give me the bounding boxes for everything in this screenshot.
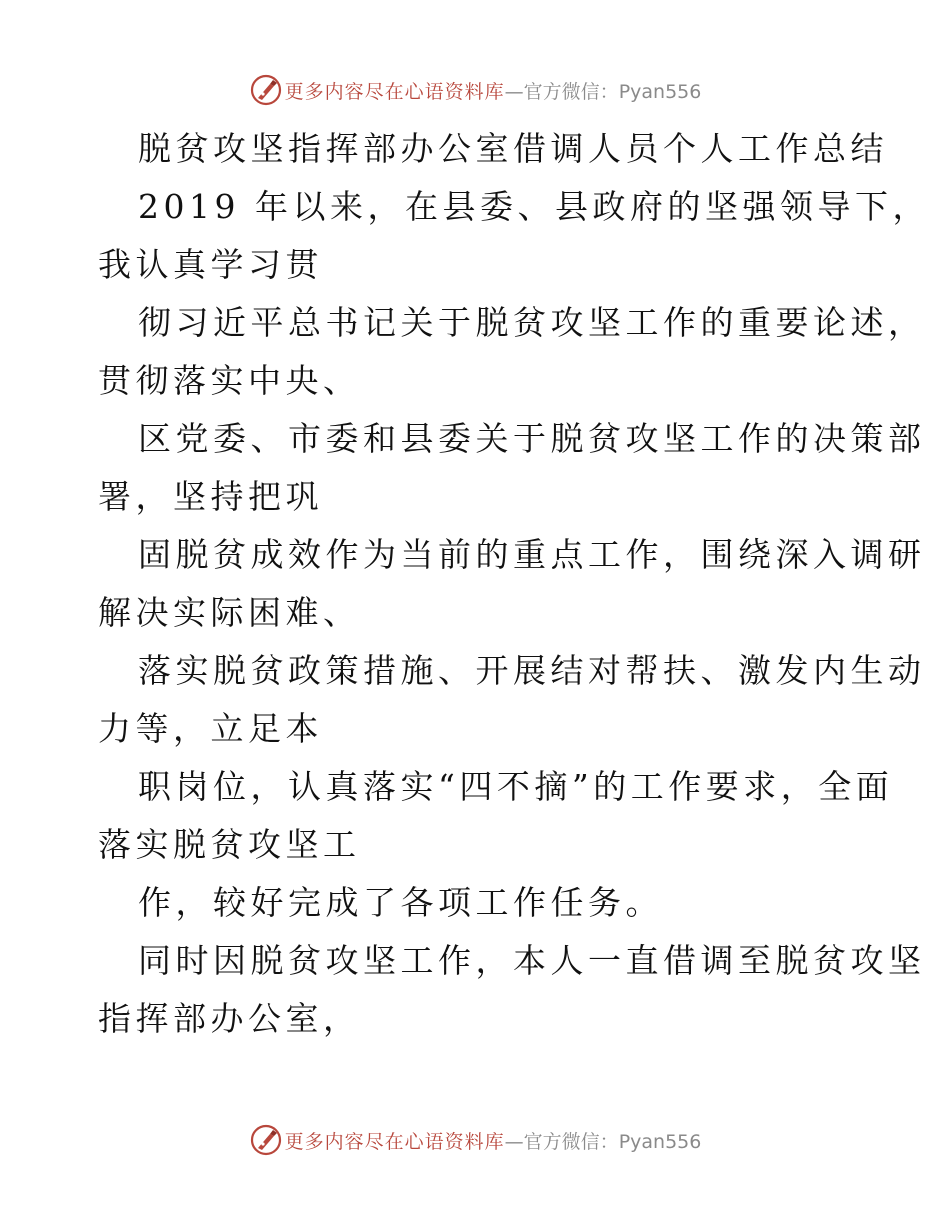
paragraph-line: 解决实际困难、: [98, 593, 361, 632]
fountain-pen-icon: [249, 73, 283, 107]
fountain-pen-icon: [249, 1123, 283, 1157]
watermark-dash-text: —官方微信：: [504, 80, 619, 103]
paragraph-line: 贯彻落实中央、: [98, 361, 361, 400]
paragraph-line: 彻习近平总书记关于脱贫攻坚工作的重要论述，: [138, 303, 926, 342]
paragraph-line: 职岗位，认真落实“四不摘”的工作要求，全面: [138, 767, 894, 806]
watermark-wechat-id: Pyan556: [618, 80, 702, 103]
document-title: 脱贫攻坚指挥部办公室借调人员个人工作总结: [138, 129, 888, 168]
paragraph-line: 同时因脱贫攻坚工作，本人一直借调至脱贫攻坚: [138, 941, 926, 980]
paragraph-line: 落实脱贫攻坚工: [98, 825, 361, 864]
paragraph-line: 作，较好完成了各项工作任务。: [138, 883, 663, 922]
watermark-wechat-id: Pyan556: [618, 1130, 702, 1153]
watermark-brand-text: 更多内容尽在心语资料库: [284, 80, 505, 103]
footer-watermark: [0, 1122, 950, 1158]
paragraph-line: 署，坚持把巩: [98, 477, 323, 516]
watermark-dash-text: —官方微信：: [504, 1130, 619, 1153]
paragraph-line: 区党委、市委和县委关于脱贫攻坚工作的决策部: [138, 419, 926, 458]
header-watermark: [0, 72, 950, 108]
paragraph-line: 指挥部办公室，: [98, 999, 361, 1038]
paragraph-line: 落实脱贫政策措施、开展结对帮扶、激发内生动: [138, 651, 926, 690]
paragraph-line: 固脱贫成效作为当前的重点工作，围绕深入调研: [138, 535, 926, 574]
document-body: [98, 120, 930, 1048]
paragraph-line: 我认真学习贯: [98, 245, 323, 284]
watermark-brand-text: 更多内容尽在心语资料库: [284, 1130, 505, 1153]
paragraph-line: 2019 年以来，在县委、县政府的坚强领导下，: [138, 187, 930, 226]
paragraph-line: 力等，立足本: [98, 709, 323, 748]
